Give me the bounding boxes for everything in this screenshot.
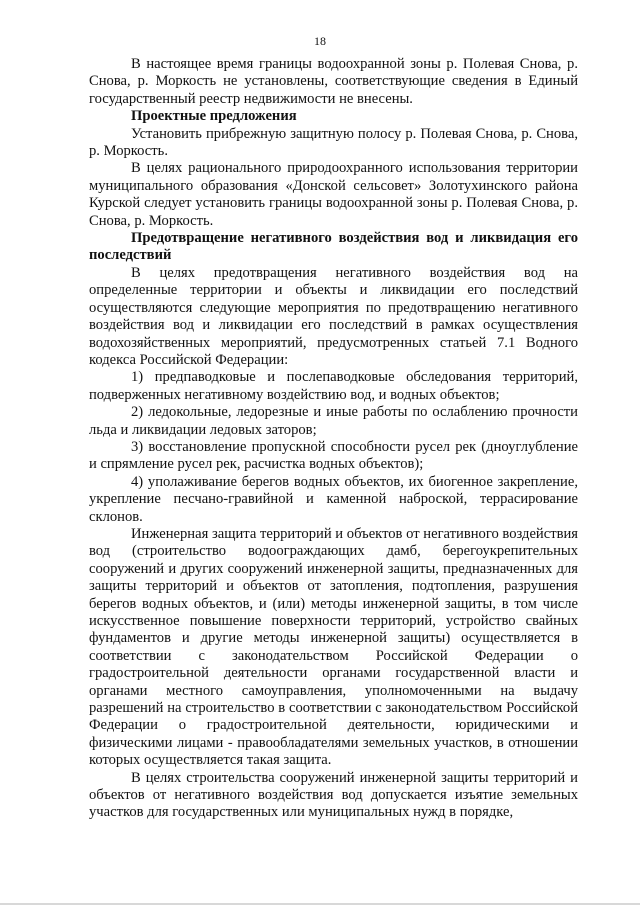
list-item-inspections: 1) предпаводковые и послепаводковые обследования территорий, подверженных негативному воздействию вод, и водных объектов; bbox=[89, 369, 578, 403]
paragraph-water-zone-boundaries: В целях рационального природоохранного использования территории муниципального образования «Донской сельсовет» Золотухинского района Курской следует установить границы водоохранной зоны р. Полевая Снова, р. Снова, р. Моркость. bbox=[89, 160, 578, 229]
paragraph-engineering-protection: Инженерная защита территорий и объектов от негативного воздействия вод (строительство водоограждающих дамб, берегоукрепительных сооружений и других сооружений инженерной защиты, предназначенных для защиты территорий и объектов от затопления, подтопления, разрушения берегов водных объектов, и (или) методы инженерной защиты, в том числе искусственное повышение поверхности территорий, устройство свайных фундаментов и другие методы инженерной защиты) осуществляется в соответствии с законодательством Российской Федерации о градостроительной деятельности органами государственной власти и органами местного самоуправления, уполномоченными на выдачу разрешений на строительство в соответствии с законодательством Российской Федерации о градостроительной деятельности, юридическими и физическими лицами - правообладателями земельных участков, в отношении которых осуществляется такая защита. bbox=[89, 525, 578, 769]
paragraph-protective-strip: Установить прибрежную защитную полосу р. Полевая Снова, р. Снова, р. Моркость. bbox=[89, 125, 578, 160]
page-number: 18 bbox=[314, 34, 326, 48]
list-item-ice-works: 2) ледокольные, ледорезные и иные работы по ослаблению прочности льда и ликвидации ледовых заторов; bbox=[89, 404, 578, 438]
paragraph-water-zone-status: В настоящее время границы водоохранной зоны р. Полевая Снова, р. Снова, р. Моркость не установлены, соответствующие сведения в Единый государственный реестр недвижимости не внесены. bbox=[89, 56, 578, 107]
document-body bbox=[89, 56, 578, 822]
paragraph-measures-intro: В целях предотвращения негативного воздействия вод на определенные территории и объекты и ликвидации его последствий осуществляются следующие мероприятия по предотвращению негативного воздействия вод и ликвидации его последствий в рамках осуществления водохозяйственных мероприятий, предусмотренных статьей 7.1 Водного кодекса Российской Федерации: bbox=[89, 264, 578, 368]
heading-negative-impact-prevention: Предотвращение негативного воздействия вод и ликвидация его последствий bbox=[89, 230, 578, 264]
heading-project-proposals: Проектные предложения bbox=[131, 108, 297, 125]
list-item-channel-restoration: 3) восстановление пропускной способности русел рек (дноуглубление и спрямление русел рек, расчистка водных объектов); bbox=[89, 438, 578, 473]
list-item-bank-reinforcement: 4) уполаживание берегов водных объектов, их биогенное закрепление, укрепление песчано-гравийной и каменной наброской, террасирование склонов. bbox=[89, 473, 578, 525]
paragraph-land-seizure: В целях строительства сооружений инженерной защиты территорий и объектов от негативного воздействия вод допускается изъятие земельных участков для государственных или муниципальных нужд в порядке, bbox=[89, 769, 578, 821]
